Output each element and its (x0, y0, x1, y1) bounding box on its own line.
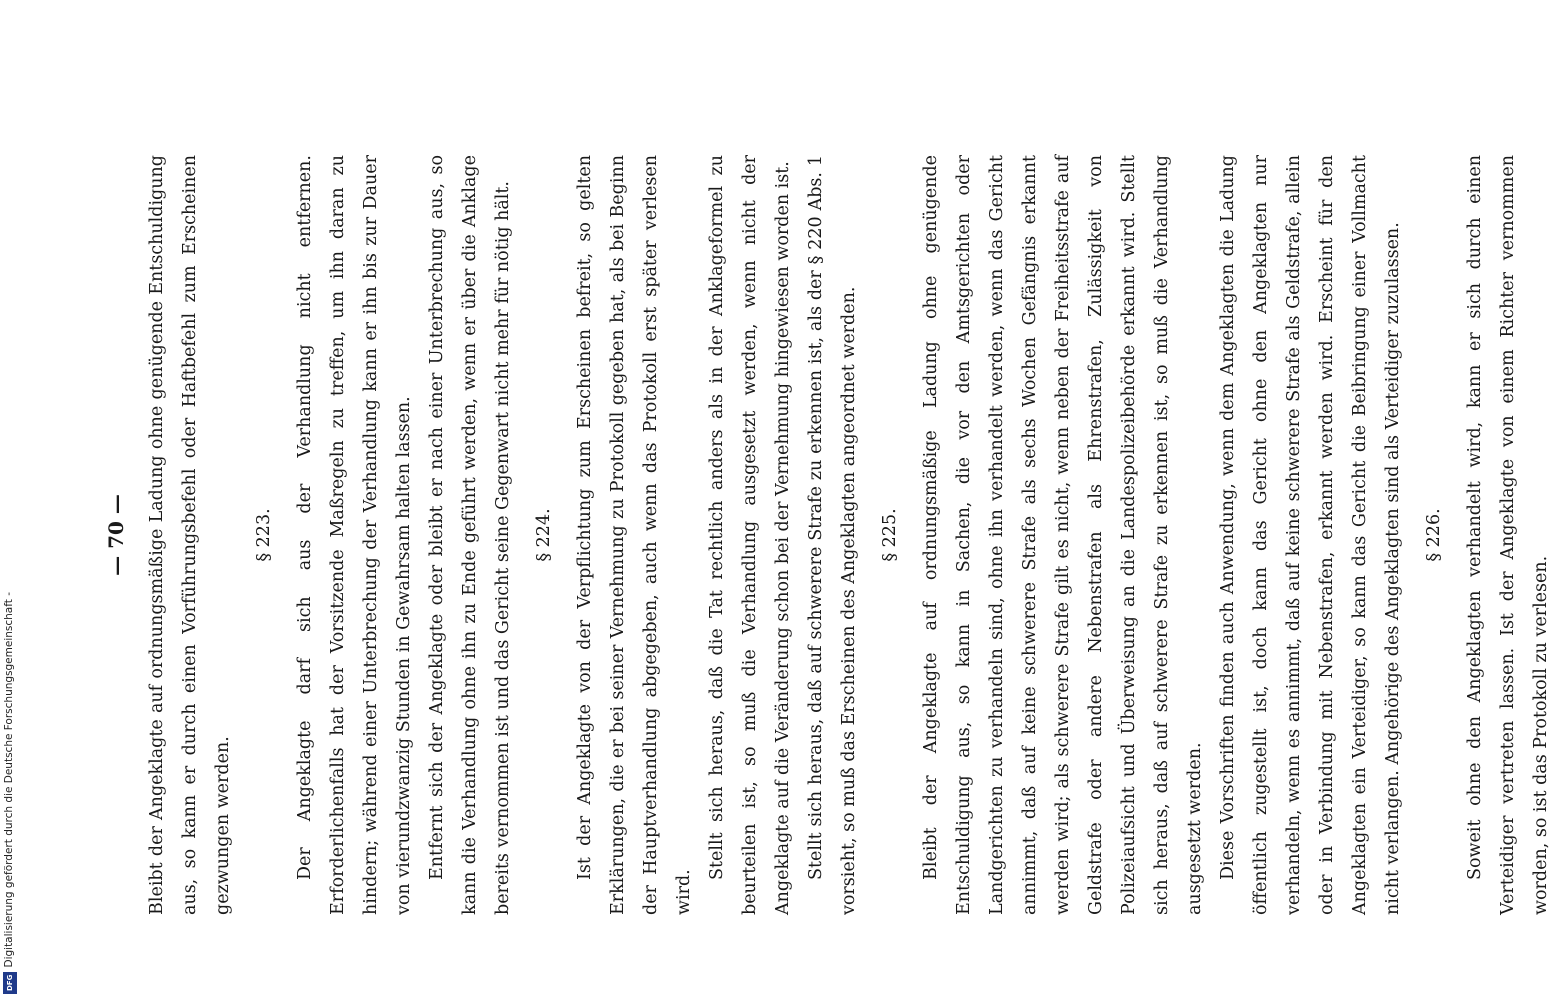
page-body (141, 155, 1558, 915)
paragraph: Ist der Angeklagte von der Verpflichtung zum Erscheinen befreit, so gelten Erklärungen, die er bei seiner Vernehmung zu Protokoll gegeben hat, als bei Beginn der Hauptverhandlung abgegeben, auch wenn das Protokoll erst später verlesen wird. (575, 155, 694, 915)
paragraph: Bleibt der Angeklagte auf ordnungsmäßige Ladung ohne genügende Entschuldigung aus, so kann er durch einen Vorführungsbefehl oder Haftbefehl zum Erscheinen gezwungen werden. (147, 155, 233, 915)
dfg-logo: DFG (3, 972, 17, 994)
paragraph: Bleibt der Angeklagte auf ordnungsmäßige Ladung ohne genügende Entschuldigung aus, so kann in Sachen, die vor den Amtsgerichten oder Landgerichten zu verhandeln sind, ohne ihn verhandelt werden, wenn das Gericht annimmt, daß auf keine schwerere Strafe als sechs Wochen Gefängnis erkannt werden wird; als schwerere Strafe gilt es nicht, wenn neben der Freiheitsstrafe auf Geldstrafe oder andere Nebenstrafen als Ehrenstrafen, Zulässigkeit von Polizeiaufsicht und Überweisung an die Landespolizeibehörde erkannt wird. Stellt sich heraus, daß auf schwerere Strafe zu erkennen ist, so muß die Verhandlung ausgesetzt werden. (921, 155, 1205, 915)
digitization-credit (0, 0, 22, 1000)
paragraph: Stellt sich heraus, daß auf schwerere Strafe zu erkennen ist, als der § 220 Abs. 1 vorsieht, so muß das Erscheinen des Angeklagten angeordnet werden. (806, 155, 859, 915)
paragraph: Der Angeklagte darf sich aus der Verhandlung nicht entfernen. Erforderlichenfalls hat der Vorsitzende Maßregeln zu treffen, um ihn daran zu hindern; während einer Unterbrechung der Verhandlung kann er ihn bis zur Dauer von vierundzwanzig Stunden in Gewahrsam halten lassen. (295, 155, 414, 915)
page-text-block (100, 155, 1551, 915)
section-heading: § 226. (1424, 508, 1444, 562)
section-heading: § 223. (254, 508, 274, 562)
paragraph: Stellt sich heraus, daß die Tat rechtlich anders als in der Anklageformel zu beurteilen ist, so muß die Verhandlung ausgesetzt werden, wenn nicht der Angeklagte auf die Veränderung schon bei der Vernehmung hingewiesen worden ist. (707, 155, 793, 915)
page-number: — 70 — (104, 494, 128, 576)
credit-text: Digitalisierung gefördert durch die Deutsche Forschungsgemeinschaft - (3, 592, 15, 968)
section-heading: § 224. (534, 508, 554, 562)
scanned-page (100, 155, 1551, 915)
paragraph: Diese Vorschriften finden auch Anwendung, wenn dem Angeklagten die Ladung öffentlich zugestellt ist, doch kann das Gericht ohne den Angeklagten nur verhandeln, wenn es annimmt, daß auf keine schwerere Strafe als Geldstrafe, allein oder in Verbindung mit Nebenstrafen, erkannt werden wird. Erscheint für den Angeklagten ein Verteidiger, so kann das Gericht die Beibringung einer Vollmacht nicht verlangen. Angehörige des Angeklagten sind als Verteidiger zuzulassen. (1218, 155, 1403, 915)
paragraph: Soweit ohne den Angeklagten verhandelt wird, kann er sich durch einen Verteidiger vertreten lassen. Ist der Angeklagte von einem Richter vernommen worden, so ist das Protokoll zu verlesen. (1465, 155, 1551, 915)
section-heading: § 225. (880, 508, 900, 562)
paragraph: Entfernt sich der Angeklagte oder bleibt er nach einer Unterbrechung aus, so kann die Verhandlung ohne ihn zu Ende geführt werden, wenn er über die Anklage bereits vernommen ist und das Gericht seine Gegenwart nicht mehr für nötig hält. (427, 155, 513, 915)
